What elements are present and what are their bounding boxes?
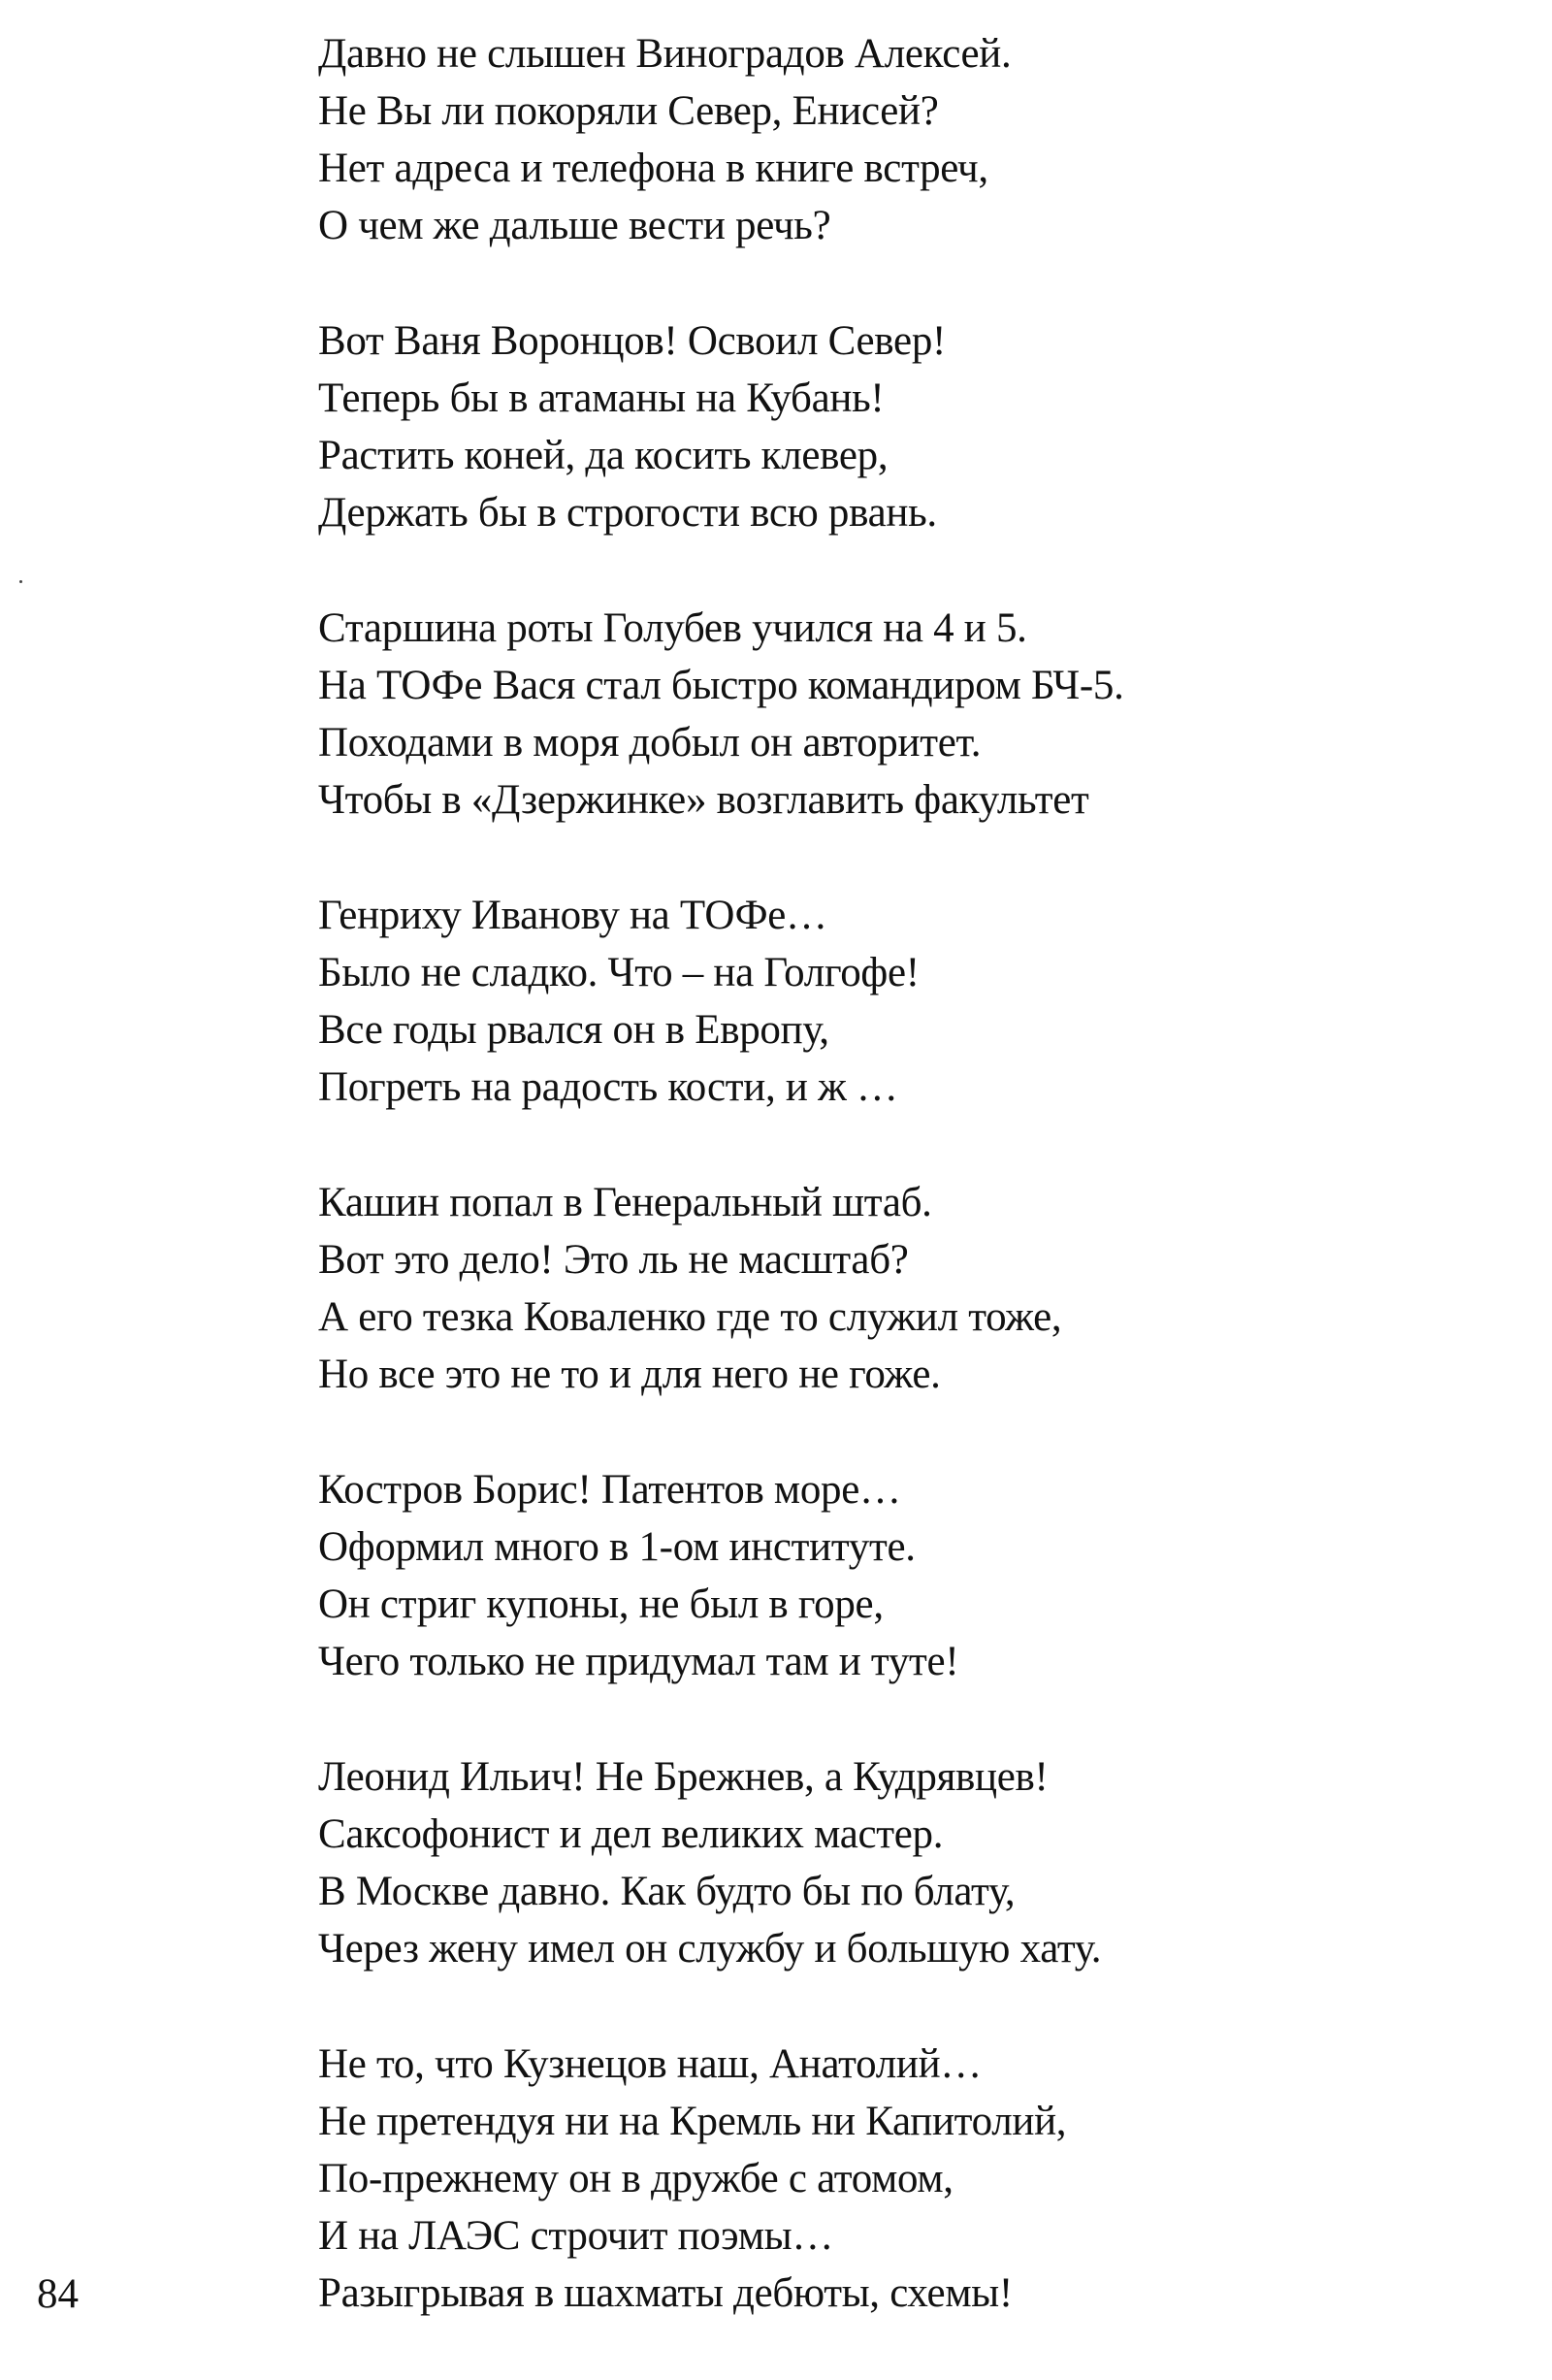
stanza	[318, 1461, 1434, 1690]
page-number: 84	[37, 2271, 79, 2317]
poem-line: Старшина роты Голубев учился на 4 и 5.	[318, 605, 1027, 651]
poem-line: В Москве давно. Как будто бы по блату,	[318, 1869, 1016, 1914]
poem-line: Держать бы в строгости всю рвань.	[318, 490, 937, 536]
poem-line: Давно не слышен Виноградов Алексей.	[318, 31, 1012, 77]
poem-line: Разыгрывая в шахматы дебюты, схемы!	[318, 2270, 1013, 2316]
poem-line: Но все это не то и для него не гоже.	[318, 1352, 941, 1397]
poem-line: Оформил много в 1-ом институте.	[318, 1524, 916, 1570]
poem-line: Было не сладко. Что – на Голгофе!	[318, 950, 920, 995]
poem-line: Чего только не придумал там и туте!	[318, 1639, 959, 1684]
poem-line: Не претендуя ни на Кремль ни Капитолий,	[318, 2099, 1067, 2144]
poem-line: Походами в моря добыл он авторитет.	[318, 720, 982, 766]
poem-line: Чтобы в «Дзержинке» возглавить факультет	[318, 777, 1089, 823]
poem-line: Через жену имел он службу и большую хату.	[318, 1926, 1102, 1972]
poem-line: Нет адреса и телефона в книге встреч,	[318, 146, 988, 191]
poem-line: Леонид Ильич! Не Брежнев, а Кудрявцев!	[318, 1754, 1049, 1800]
poem-line: Растить коней, да косить клевер,	[318, 433, 889, 478]
poem-line: Генриху Иванову на ТОФе…	[318, 893, 827, 938]
scan-speck	[19, 580, 22, 583]
poem-line: Он стриг купоны, не был в горе,	[318, 1581, 884, 1627]
poem-line: На ТОФе Вася стал быстро командиром БЧ-5.	[318, 663, 1124, 708]
poem-line: И на ЛАЭС строчит поэмы…	[318, 2213, 834, 2259]
poem-line: Не Вы ли покоряли Север, Енисей?	[318, 88, 939, 134]
stanza	[318, 25, 1434, 254]
stanza	[318, 600, 1434, 829]
stanza	[318, 312, 1434, 541]
stanza	[318, 1174, 1434, 1403]
poem-line: Теперь бы в атаманы на Кубань!	[318, 375, 885, 421]
poem	[318, 25, 1434, 2380]
poem-line: Костров Борис! Патентов море…	[318, 1467, 901, 1513]
stanza	[318, 1748, 1434, 1977]
poem-line: Погреть на радость кости, и ж …	[318, 1064, 898, 1110]
poem-line: А его тезка Коваленко где то служил тоже,	[318, 1294, 1062, 1340]
poem-line: Кашин попал в Генеральный штаб.	[318, 1180, 932, 1225]
poem-line: По-прежнему он в дружбе с атомом,	[318, 2156, 954, 2201]
poem-line: Саксофонист и дел великих мастер.	[318, 1811, 944, 1857]
poem-line: О чем же дальше вести речь?	[318, 203, 831, 248]
poem-line: Не то, что Кузнецов наш, Анатолий…	[318, 2041, 982, 2087]
stanza	[318, 887, 1434, 1116]
poem-line: Вот Ваня Воронцов! Освоил Север!	[318, 318, 947, 364]
stanza	[318, 2036, 1434, 2322]
poem-line: Все годы рвался он в Европу,	[318, 1007, 829, 1053]
poem-line: Вот это дело! Это ль не масштаб?	[318, 1237, 909, 1283]
